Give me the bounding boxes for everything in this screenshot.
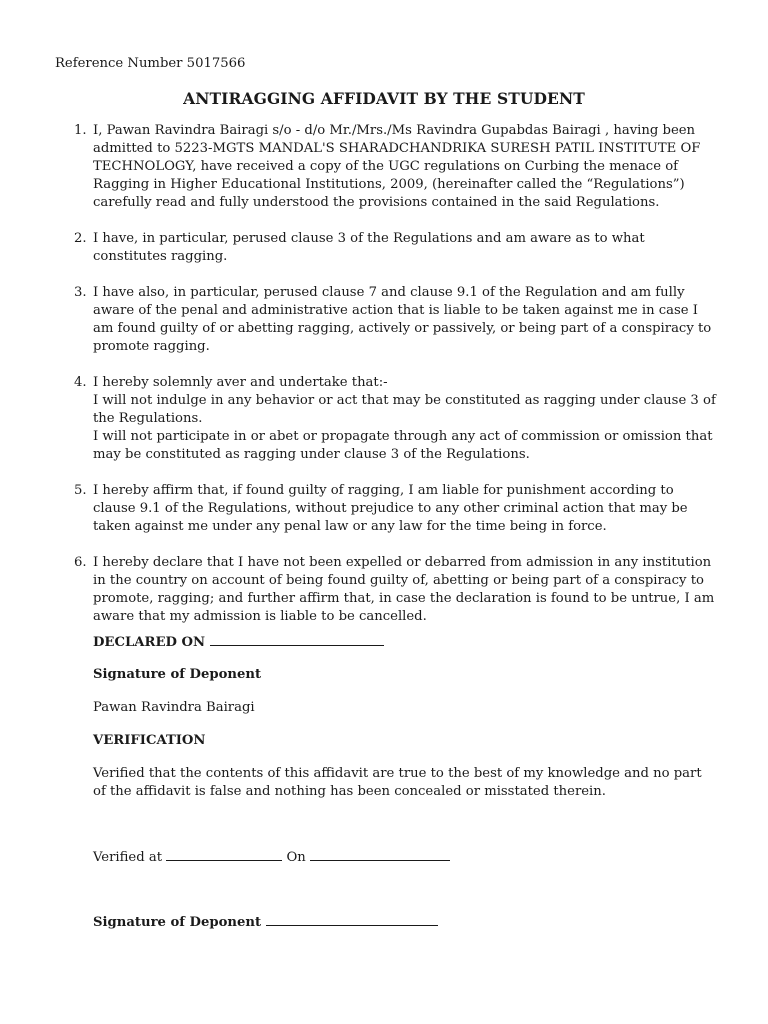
clause-number: 4. [74,375,87,390]
clause-text: I hereby declare that I have not been expelled or debarred from admission in any institution in the country on account of being found guilty of, abetting or being part of a conspiracy to promote, ragging; and further affirm that, in case the declaration is found to be untrue, I am aware that my admission is liable to be cancelled. [93,555,715,624]
declared-on-line [93,633,718,652]
on-label: On [286,850,306,865]
clause-list [56,122,718,626]
clause-number: 1. [74,123,87,138]
declared-on-label: DECLARED ON [93,635,206,650]
clause-subtext: I will not participate in or abet or propagate through any act of commission or omission that may be constituted as ragging under clause 3 of the Regulations. [93,429,713,462]
on-date-blank [310,848,450,861]
document-title: ANTIRAGGING AFFIDAVIT BY THE STUDENT [183,89,585,108]
verified-at-label: Verified at [93,850,163,865]
signature-label-2: Signature of Deponent [93,915,262,930]
declared-on-blank [210,633,384,646]
clause-number: 5. [74,483,87,498]
verified-at-line [93,848,718,867]
clause-number: 3. [74,285,87,300]
clause-1 [56,122,718,212]
clause-4 [56,374,718,464]
signature-line [93,913,718,932]
verification-heading: VERIFICATION [93,733,206,748]
clause-text: I, Pawan Ravindra Bairagi s/o - d/o Mr./Mrs./Ms Ravindra Gupabdas Bairagi , having been admitted to 5223-MGTS MANDAL'S SHARADCHANDRIKA SURESH PATIL INSTITUTE OF TECHNOLOGY, have received a copy of the UGC regulations on Curbing the menace of Ragging in Higher Educational Institutions, 2009, (hereinafter called the “Regulations”) carefully read and fully understood the provisions contained in the said Regulations. [93,123,701,210]
clause-3 [56,284,718,356]
signature-label: Signature of Deponent [93,667,262,682]
clause-2 [56,230,718,266]
verified-at-blank [166,848,282,861]
signature-blank [266,913,438,926]
clause-text: I have also, in particular, perused clause 7 and clause 9.1 of the Regulation and am fully aware of the penal and administrative action that is liable to be taken against me in case I am found guilty of or abetting ragging, actively or passively, or being part of a conspiracy to promote ragging. [93,285,712,354]
clause-number: 2. [74,231,87,246]
clause-number: 6. [74,555,87,570]
deponent-name: Pawan Ravindra Bairagi [93,700,255,715]
clause-text: I hereby affirm that, if found guilty of ragging, I am liable for punishment according to clause 9.1 of the Regulations, without prejudice to any other criminal action that may be taken against me under any penal law or any law for the time being in force. [93,483,688,534]
clause-6 [56,554,718,626]
reference-number: Reference Number 5017566 [55,56,246,71]
verification-text: Verified that the contents of this affidavit are true to the best of my knowledge and no part of the affidavit is false and nothing has been concealed or misstated therein. [93,766,702,799]
clause-text: I hereby solemnly aver and undertake that:- [93,375,388,390]
clause-text: I have, in particular, perused clause 3 of the Regulations and am aware as to what constitutes ragging. [93,231,645,264]
clause-5 [56,482,718,536]
clause-subtext: I will not indulge in any behavior or act that may be constituted as ragging under clause 3 of the Regulations. [93,393,716,426]
